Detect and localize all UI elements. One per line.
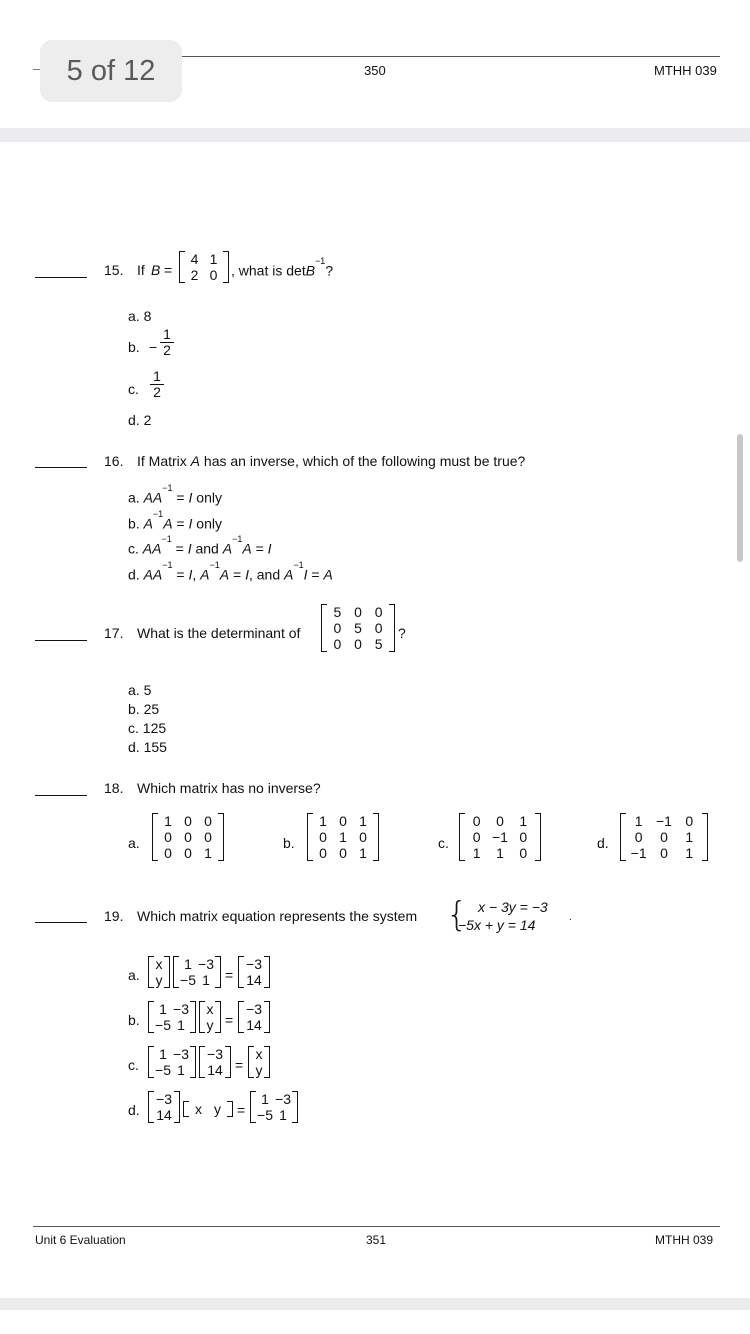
system-brace: { [446,895,468,935]
matrix-cell: x [155,956,163,972]
footer-unit-label: Unit 6 Evaluation [35,1233,126,1247]
matrix-cell: −3 [275,1091,291,1107]
matrix-cell: 0 [164,829,172,845]
q15-option-b-sign: − [149,339,158,355]
matrix-cell: 0 [685,813,694,829]
matrix-cell: −5 [180,972,196,988]
matrix-cell: 14 [246,972,262,988]
matrix-cell: 0 [354,636,362,652]
question-18-text: Which matrix has no inverse? [137,780,321,796]
matrix-cell: 1 [634,813,643,829]
matrix-row [148,1046,196,1062]
matrix-cell: 1 [472,845,481,861]
matrix-cell: 2 [190,267,199,283]
matrix-row [199,1001,221,1017]
matrix-row [148,1017,196,1033]
matrix-row [152,829,224,845]
q18-option-label: a. [128,835,140,851]
matrix-cell: 0 [374,620,383,636]
q15-option-c-fraction: $\frac{1}{2}$ [150,369,164,400]
matrix-cell: 0 [374,604,383,620]
q19-option-matrix [148,1046,196,1078]
matrix-cell: 1 [359,845,367,861]
matrix-row [321,636,395,652]
question-17-matrix [321,604,395,652]
matrix-cell: 5 [374,636,383,652]
matrix-row [238,956,270,972]
system-equation-2: −5x + y = 14 [458,917,536,933]
q18-option-matrix [152,813,224,861]
option-value: 155 [143,739,167,755]
matrix-cell: 0 [339,813,347,829]
q17-option [128,740,167,754]
matrix-cell: 0 [184,845,192,861]
matrix-cell: 14 [246,1017,262,1033]
matrix-cell: 5 [354,620,362,636]
matrix-row [179,267,229,283]
q15-option-a: a. 8 [128,308,152,324]
matrix-cell: 14 [207,1062,223,1078]
matrix-cell: 0 [472,813,481,829]
matrix-cell: y [255,1062,263,1078]
question-18-number: 18. [104,780,124,796]
matrix-row [307,813,379,829]
matrix-cell: −3 [246,956,262,972]
q17-option [128,683,151,697]
q15-option-d: d. 2 [128,412,152,428]
question-15-matrix [179,251,229,283]
matrix-row [238,1017,270,1033]
q16-option-a: a. $AA^{-1} = I$ only [128,483,222,506]
q16-option-d: d. $AA^{-1} = I$, $A^{-1}A = I$, and $A^{-1}I = A$ [128,560,333,583]
matrix-row [199,1046,231,1062]
matrix-row [238,1001,270,1017]
matrix-cell: 0 [209,267,218,283]
matrix-cell: 1 [319,813,327,829]
matrix-cell: 1 [159,1046,167,1062]
option-label: c. [128,720,139,736]
matrix-cell: y [155,972,163,988]
matrix-row [148,1001,196,1017]
matrix-cell: 0 [354,604,362,620]
question-16-number: 16. [104,453,124,469]
q19-option-matrix [238,956,270,988]
matrix-row [199,1017,221,1033]
equals-sign: = [235,1057,244,1073]
matrix-cell: 0 [660,829,668,845]
matrix-cell: 0 [184,829,192,845]
q18-option-label: d. [597,835,609,851]
q17-option [128,702,159,716]
matrix-cell: 0 [164,845,172,861]
matrix-cell: −5 [155,1017,171,1033]
matrix-row [199,1062,231,1078]
q16-option-c: c. $AA^{-1} = I$ and $A^{-1}A = I$ [128,534,272,557]
option-value: 25 [143,701,160,717]
q15-option-b-label: b. [128,339,140,355]
question-19-end: . [569,912,572,923]
question-15-eq: = [164,262,173,278]
q18-option-matrix [620,813,708,861]
question-15-var: B [151,262,161,278]
matrix-cell: x [195,1101,202,1117]
matrix-cell: 1 [496,845,504,861]
q18-option-matrix [459,813,541,861]
matrix-cell: 1 [159,1001,167,1017]
matrix-row [148,956,170,972]
matrix-cell: 1 [177,1017,185,1033]
page-indicator: 5 of 12 [40,40,182,102]
matrix-cell: y [206,1017,214,1033]
edge-glyph: – [33,61,41,76]
page-gap-bottom [0,1298,750,1310]
matrix-row [620,829,708,845]
matrix-cell: y [214,1101,221,1117]
matrix-cell: 0 [660,845,668,861]
matrix-cell: 0 [359,829,367,845]
q19-option-matrix [238,1001,270,1033]
matrix-cell: 1 [519,813,528,829]
matrix-row [179,251,229,267]
matrix-cell: 1 [279,1107,287,1123]
q19-option-matrix [199,1001,221,1033]
matrix-cell: −3 [207,1046,223,1062]
matrix-cell: 1 [202,972,210,988]
matrix-cell: 0 [339,845,347,861]
answer-blank-17[interactable] [35,640,87,641]
q15-option-c-label: c. [128,381,139,397]
matrix-row [173,972,221,988]
matrix-cell: 0 [204,829,212,845]
matrix-row [250,1107,298,1123]
question-19-text: Which matrix equation represents the system [137,908,418,924]
question-15-number: 15. [104,262,124,278]
matrix-cell: 1 [339,829,347,845]
footer-rule [33,1226,720,1227]
matrix-cell: −5 [257,1107,273,1123]
q15-option-b-fraction: $\frac{1}{2}$ [160,327,174,358]
matrix-cell: −3 [173,1046,189,1062]
matrix-cell: 0 [333,620,342,636]
matrix-cell: 0 [319,829,327,845]
matrix-cell: 4 [190,251,199,267]
q18-option-label: c. [438,835,449,851]
top-page-number: 350 [364,63,386,78]
option-label: d. [128,739,140,755]
matrix-cell: −3 [246,1001,262,1017]
matrix-cell: −1 [656,813,672,829]
matrix-row [148,1062,196,1078]
question-17-number: 17. [104,625,124,641]
question-16-text: If Matrix A has an inverse, which of the following must be true? [137,453,526,469]
equals-sign: = [225,1012,234,1028]
matrix-cell: 0 [472,829,481,845]
matrix-cell: −3 [173,1001,189,1017]
matrix-cell: 0 [634,829,643,845]
matrix-row [459,813,541,829]
matrix-cell: x [255,1046,263,1062]
matrix-cell: 0 [496,813,504,829]
matrix-row [183,1101,233,1117]
matrix-cell: −1 [492,829,508,845]
matrix-row [307,829,379,845]
q19-option-label: d. [128,1102,140,1118]
scrollbar[interactable] [737,434,743,562]
q19-option-matrix [199,1046,231,1078]
matrix-cell: −5 [155,1062,171,1078]
matrix-row [321,620,395,636]
matrix-row [238,972,270,988]
matrix-row [173,956,221,972]
q19-option-label: b. [128,1012,140,1028]
matrix-row [307,845,379,861]
matrix-cell: 14 [156,1107,172,1123]
matrix-row [459,845,541,861]
option-label: a. [128,682,140,698]
matrix-cell: 1 [184,956,192,972]
matrix-cell: 0 [519,845,528,861]
answer-blank-15[interactable] [35,277,87,278]
q18-option-label: b. [283,835,295,851]
q19-option-matrix [148,1001,196,1033]
question-17-end: ? [398,625,406,641]
q19-option-matrix [148,956,170,988]
q19-option-matrix [183,1101,233,1117]
matrix-row [248,1046,270,1062]
option-value: 5 [143,682,152,698]
matrix-cell: 1 [177,1062,185,1078]
option-label: b. [128,701,140,717]
matrix-cell: 0 [204,813,212,829]
system-equation-1: x − 3y = −3 [478,899,548,915]
option-value: 125 [142,720,167,736]
top-course-code: MTHH 039 [654,63,717,78]
matrix-row [152,813,224,829]
matrix-row [148,1107,180,1123]
q19-option-matrix [248,1046,270,1078]
matrix-cell: 1 [164,813,172,829]
matrix-cell: −3 [156,1091,172,1107]
q17-option [128,721,166,735]
question-19-number: 19. [104,908,124,924]
matrix-row [620,813,708,829]
matrix-cell: 1 [685,829,694,845]
page-gap-top [0,128,750,142]
matrix-cell: 0 [519,829,528,845]
answer-blank-19[interactable] [35,922,87,923]
matrix-cell: 1 [359,813,367,829]
matrix-row [250,1091,298,1107]
matrix-cell: 1 [685,845,694,861]
matrix-row [148,1091,180,1107]
q19-option-matrix [250,1091,298,1123]
matrix-row [459,829,541,845]
question-15-suffix: , what is detB$^{-1}$? [231,256,334,279]
footer-course-code: MTHH 039 [655,1233,714,1247]
question-15-prefix: If [137,262,145,278]
matrix-cell: 0 [184,813,192,829]
matrix-cell: −3 [198,956,214,972]
answer-blank-18[interactable] [35,795,87,796]
matrix-row [620,845,708,861]
question-17-text: What is the determinant of [137,625,301,641]
q19-option-label: c. [128,1057,139,1073]
answer-blank-16[interactable] [35,467,87,468]
q19-option-matrix [148,1091,180,1123]
q16-option-b: b. $A^{-1}A = I$ only [128,509,222,532]
q19-option-label: a. [128,967,140,983]
matrix-row [248,1062,270,1078]
top-rule [182,56,720,57]
matrix-cell: 5 [333,604,342,620]
matrix-cell: −1 [630,845,647,861]
matrix-cell: 1 [204,845,212,861]
matrix-cell: 0 [333,636,342,652]
matrix-cell: 1 [261,1091,269,1107]
matrix-row [152,845,224,861]
q19-option-matrix [173,956,221,988]
matrix-row [148,972,170,988]
footer-page-number: 351 [366,1233,387,1247]
matrix-cell: x [206,1001,214,1017]
matrix-row [321,604,395,620]
matrix-cell: 0 [319,845,327,861]
equals-sign: = [237,1102,246,1118]
matrix-cell: 1 [209,251,218,267]
q18-option-matrix [307,813,379,861]
equals-sign: = [225,967,234,983]
